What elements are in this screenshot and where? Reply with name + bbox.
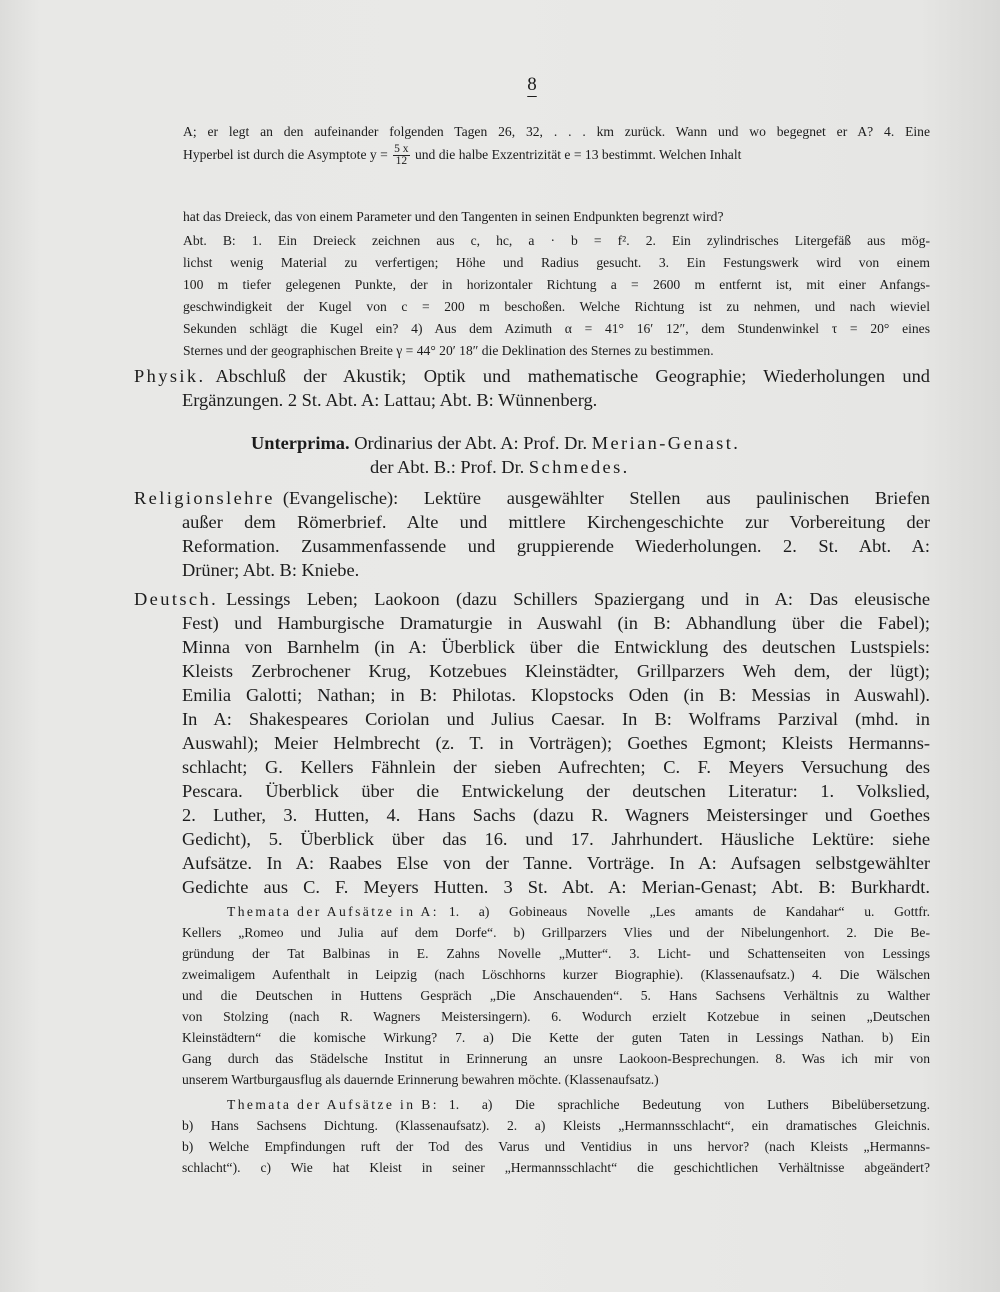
physik-heading: Physik. bbox=[134, 366, 206, 386]
deutsch-line-5: Emilia Galotti; Nathan; in B: Philotas. Klopstocks Oden (in B: Messias in Auswahl). bbox=[182, 685, 930, 705]
deutsch-line-4: Kleists Zerbrochener Krug, Kotzebues Kleinstädter, Grillparzers Weh dem, der lügt); bbox=[182, 661, 930, 681]
math-line-3: hat das Dreieck, das von einem Parameter und den Tangenten in seinen Endpunkten begrenzt wird? bbox=[183, 209, 724, 224]
physik-line-2: Ergänzungen. 2 St. Abt. A: Lattau; Abt. B: Wünnenberg. bbox=[182, 390, 598, 410]
deutsch-line-12: Aufsätze. In A: Raabes Else von der Tanne. Vorträge. In A: Aufsagen selbstgewählter bbox=[182, 853, 930, 873]
math-line-9: Sternes und der geographischen Breite γ = 44° 20′ 18″ die Deklination des Sternes zu bestimmen. bbox=[183, 343, 714, 358]
themata-a-heading: Themata der Aufsätze in A: bbox=[227, 904, 439, 919]
deutsch-line-11: Gedicht), 5. Überblick über das 16. und 17. Jahrhundert. Häusliche Lektüre: siehe bbox=[182, 829, 930, 849]
unterprima-name-b: Schmedes. bbox=[528, 457, 630, 477]
deutsch-heading: Deutsch. bbox=[134, 589, 219, 609]
math-line-1: A; er legt an den aufeinander folgenden Tagen 26, 32, . . . km zurück. Wann und wo begegnet er A? 4. Eine bbox=[183, 124, 930, 139]
unterprima-ordinarius-a: Ordinarius der Abt. A: Prof. Dr. bbox=[354, 433, 588, 453]
themata-a-line-3: gründung der Tat Balbinas in E. Zahns Novelle „Mutter“. 3. Licht- und Schattenseiten von Lessings bbox=[182, 946, 930, 961]
themata-b-line-3: b) Welche Empfindungen ruft der Tod des Varus und Ventidius in uns hervor? (nach Kleists „Hermanns- bbox=[182, 1139, 930, 1154]
themata-b-line-1 bbox=[227, 1095, 930, 1116]
themata-a-line-1 bbox=[227, 902, 930, 923]
page-number: 8 bbox=[527, 74, 537, 95]
religion-line-2: außer dem Römerbrief. Alte und mittlere Kirchengeschichte zur Vorbereitung der bbox=[182, 512, 930, 532]
deutsch-line-7: Auswahl); Meier Helmbrecht (z. T. in Vorträgen); Goethes Egmont; Kleists Hermanns- bbox=[182, 733, 930, 753]
religion-line-4: Drüner; Abt. B: Kniebe. bbox=[182, 560, 360, 580]
religion-line-3: Reformation. Zusammenfassende und gruppierende Wiederholungen. 2. St. Abt. A: bbox=[182, 536, 930, 556]
math-line-2-text-a: Hyperbel ist durch die Asymptote y = bbox=[183, 147, 388, 162]
themata-b-line-2: b) Hans Sachsens Dichtung. (Klassenaufsatz). 2. a) Kleists „Hermannsschlacht“, ein dramatisches Gleichnis. bbox=[182, 1118, 930, 1133]
unterprima-line-1 bbox=[251, 431, 740, 456]
themata-a-line-9: unserem Wartburgausflug als dauernde Erinnerung bewahren möchte. (Klassenaufsatz.) bbox=[182, 1072, 659, 1087]
unterprima-name-a: Merian-Genast. bbox=[591, 433, 741, 453]
math-line-8: Sekunden schlägt die Kugel ein? 4) Aus dem Azimuth α = 41° 16′ 12″, dem Stundenwinkel τ = 20° eines bbox=[183, 321, 930, 336]
deutsch-line-10: 2. Luther, 3. Hutten, 4. Hans Sachs (dazu R. Wagners Meistersinger und Goethes bbox=[182, 805, 930, 825]
themata-a-line-7: Kleinstädtern“ die komische Wirkung? 7. a) Die Kette der guten Taten in Lessings Nathan. b) Ein bbox=[182, 1030, 930, 1045]
religion-heading: Religionslehre bbox=[134, 488, 275, 508]
themata-b-text-1: 1. a) Die sprachliche Bedeutung von Luthers Bibelübersetzung. bbox=[448, 1097, 930, 1112]
themata-b-heading: Themata der Aufsätze in B: bbox=[227, 1097, 439, 1112]
religion-text-1: (Evangelische): Lektüre ausgewählter Stellen aus paulinischen Briefen bbox=[282, 488, 930, 508]
themata-a-line-2: Kellers „Romeo und Julia auf dem Dorfe“. b) Grillparzers Vlies und der Nibelungenhort. 2. Die Be- bbox=[182, 925, 930, 940]
unterprima-ordinarius-b: der Abt. B.: Prof. Dr. bbox=[370, 457, 525, 477]
themata-a-line-4: zweimaligem Aufenthalt in Leipzig (nach Löschhorns kurzer Biographie). (Klassenaufsatz.) 4. Die Wälschen bbox=[182, 967, 930, 982]
themata-a-line-8: Gang durch das Städelsche Institut in Erinnerung an unsre Laokoon-Besprechungen. 8. Was ich mir von bbox=[182, 1051, 930, 1066]
math-line-7: geschwindigkeit der Kugel von c = 200 m beschoßen. Welche Richtung ist zu nehmen, und nach wieviel bbox=[183, 299, 930, 314]
deutsch-line-6: In A: Shakespeares Coriolan und Julius Caesar. In B: Wolframs Parzival (mhd. in bbox=[182, 709, 930, 729]
deutsch-line-8: schlacht; G. Kellers Fähnlein der sieben Aufrechten; C. F. Meyers Versuchung des bbox=[182, 757, 930, 777]
religion-line-1 bbox=[134, 486, 930, 511]
themata-a-line-6: von Stolzing (nach R. Wagners Meistersingern). 6. Wodurch erzielt Kotzebue in seinen „Deutschen bbox=[182, 1009, 930, 1024]
deutsch-line-9: Pescara. Überblick über die Entwickelung der deutschen Literatur: 1. Volkslied, bbox=[182, 781, 930, 801]
deutsch-line-13: Gedichte aus C. F. Meyers Hutten. 3 St. Abt. A: Merian-Genast; Abt. B: Burkhardt. bbox=[182, 877, 930, 897]
math-line-5: lichst wenig Material zu verfertigen; Höhe und Radius gesucht. 3. Ein Festungswerk wird von einem bbox=[183, 255, 930, 270]
math-line-2 bbox=[183, 144, 930, 167]
unterprima-heading: Unterprima. bbox=[251, 433, 350, 453]
deutsch-text-1: Lessings Leben; Laokoon (dazu Schillers Spaziergang und in A: Das eleusische bbox=[226, 589, 930, 609]
unterprima-line-2 bbox=[370, 455, 630, 480]
fraction-denominator: 12 bbox=[395, 155, 408, 168]
math-line-6: 100 m tiefer gelegenen Punkte, der in horizontaler Richtung a = 2600 m entfernt ist, mit einer Anfangs- bbox=[183, 277, 930, 292]
deutsch-line-2: Fest) und Hamburgische Dramaturgie in Auswahl (in B: Abhandlung über die Fabel); bbox=[182, 613, 930, 633]
themata-a-text-1: 1. a) Gobineaus Novelle „Les amants de Kandahar“ u. Gottfr. bbox=[448, 904, 930, 919]
fraction-5x-12 bbox=[393, 144, 409, 167]
math-line-2-text-b: und die halbe Exzentrizität e = 13 bestimmt. Welchen Inhalt bbox=[414, 147, 742, 162]
deutsch-line-1 bbox=[134, 587, 930, 612]
themata-b-line-4: schlacht“). c) Wie hat Kleist in seiner „Hermannsschlacht“ die geschichtlichen Verhältnisse abgeändert? bbox=[182, 1160, 930, 1175]
deutsch-line-3: Minna von Barnhelm (in A: Überblick über die Entwicklung des deutschen Lustspiels: bbox=[182, 637, 930, 657]
math-line-4: Abt. B: 1. Ein Dreieck zeichnen aus c, hc, a · b = f². 2. Ein zylindrisches Litergefäß aus mög- bbox=[183, 233, 930, 248]
fraction-numerator: 5 x bbox=[394, 143, 409, 156]
physik-line-1 bbox=[134, 364, 930, 389]
themata-a-line-5: und die Deutschen in Huttens Gespräch „Die Anschauenden“. 5. Hans Sachsens Verhältnis zu Walther bbox=[182, 988, 930, 1003]
physik-text-1: Abschluß der Akustik; Optik und mathematische Geographie; Wiederholungen und bbox=[215, 366, 930, 386]
